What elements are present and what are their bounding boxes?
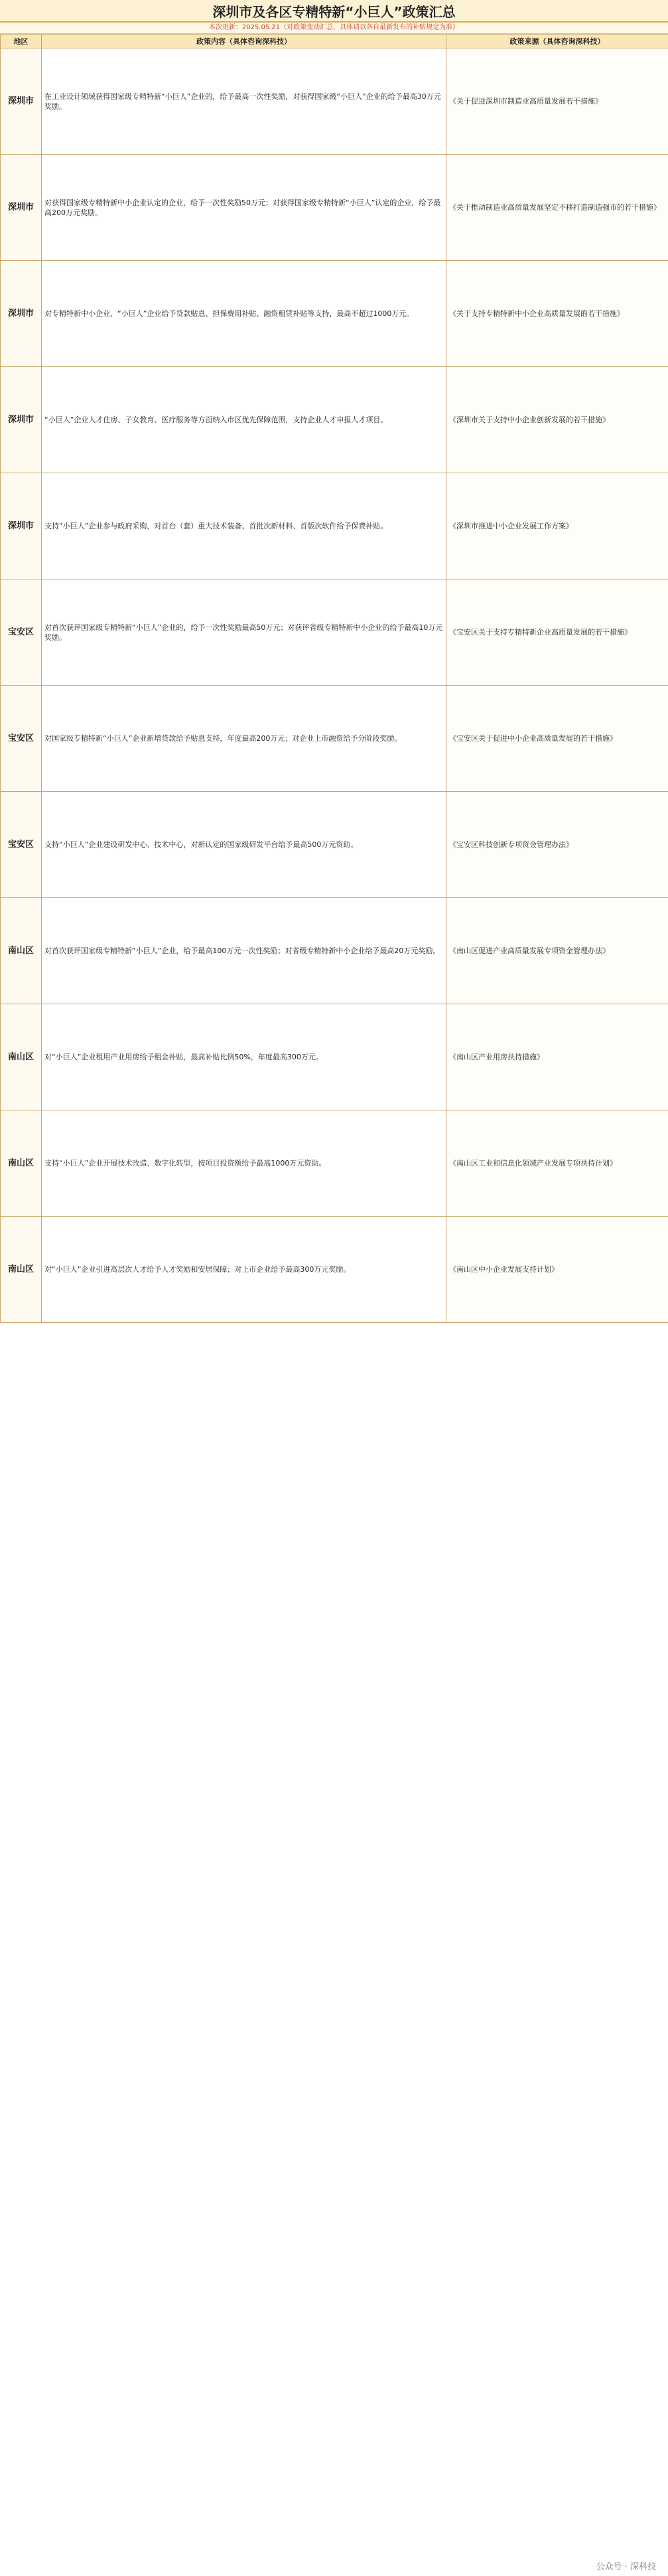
source-cell: 《南山区工业和信息化领域产业发展专项扶持计划》 bbox=[446, 1110, 668, 1217]
content-cell: 支持“小巨人”企业参与政府采购，对首台（套）重大技术装备、首批次新材料、首版次软件给予保费补贴。 bbox=[42, 473, 446, 579]
region-cell: 南山区 bbox=[1, 1004, 42, 1110]
table-row bbox=[1, 579, 668, 686]
table-row bbox=[1, 1217, 668, 1323]
table-row bbox=[1, 686, 668, 792]
region-cell: 南山区 bbox=[1, 898, 42, 1004]
source-cell: 《宝安区科技创新专项资金管理办法》 bbox=[446, 792, 668, 898]
table-row bbox=[1, 898, 668, 1004]
content-cell: 对获得国家级专精特新中小企业认定的企业，给予一次性奖励50万元；对获得国家级专精特新“小巨人”认定的企业，给予最高200万元奖励。 bbox=[42, 155, 446, 261]
content-cell: 支持“小巨人”企业开展技术改造、数字化转型，按项目投资额给予最高1000万元资助。 bbox=[42, 1110, 446, 1217]
source-cell: 《南山区中小企业发展支持计划》 bbox=[446, 1217, 668, 1323]
source-cell: 《南山区促进产业高质量发展专项资金管理办法》 bbox=[446, 898, 668, 1004]
table-row bbox=[1, 155, 668, 261]
content-cell: 对首次获评国家级专精特新“小巨人”企业，给予最高100万元一次性奖励；对省级专精特新中小企业给予最高20万元奖励。 bbox=[42, 898, 446, 1004]
region-cell: 南山区 bbox=[1, 1110, 42, 1217]
table-row bbox=[1, 473, 668, 579]
table-row bbox=[1, 1110, 668, 1217]
header-region: 地区 bbox=[1, 35, 42, 48]
page-title: 深圳市及各区专精特新“小巨人”政策汇总 bbox=[0, 0, 668, 23]
content-cell: 对“小巨人”企业租用产业用房给予租金补贴，最高补贴比例50%，年度最高300万元。 bbox=[42, 1004, 446, 1110]
region-cell: 深圳市 bbox=[1, 48, 42, 155]
content-cell: 对“小巨人”企业引进高层次人才给予人才奖励和安居保障；对上市企业给予最高300万元奖励。 bbox=[42, 1217, 446, 1323]
region-cell: 宝安区 bbox=[1, 686, 42, 792]
table-row bbox=[1, 1004, 668, 1110]
source-cell: 《宝安区关于支持专精特新企业高质量发展的若干措施》 bbox=[446, 579, 668, 686]
table-row bbox=[1, 48, 668, 155]
region-cell: 深圳市 bbox=[1, 473, 42, 579]
header-content: 政策内容（具体咨询深科技） bbox=[42, 35, 446, 48]
source-cell: 《关于支持专精特新中小企业高质量发展的若干措施》 bbox=[446, 261, 668, 367]
table-row bbox=[1, 261, 668, 367]
source-cell: 《宝安区关于促进中小企业高质量发展的若干措施》 bbox=[446, 686, 668, 792]
table-row bbox=[1, 792, 668, 898]
content-cell: “小巨人”企业人才住房、子女教育、医疗服务等方面纳入市区优先保障范围，支持企业人才申报人才项目。 bbox=[42, 367, 446, 473]
table-row bbox=[1, 367, 668, 473]
content-cell: 支持“小巨人”企业建设研发中心、技术中心，对新认定的国家级研发平台给予最高500万元资助。 bbox=[42, 792, 446, 898]
source-cell: 《关于促进深圳市制造业高质量发展若干措施》 bbox=[446, 48, 668, 155]
header-row bbox=[1, 35, 668, 48]
content-cell: 对国家级专精特新“小巨人”企业新增贷款给予贴息支持，年度最高200万元；对企业上市融资给予分阶段奖励。 bbox=[42, 686, 446, 792]
region-cell: 深圳市 bbox=[1, 261, 42, 367]
source-cell: 《深圳市关于支持中小企业创新发展的若干措施》 bbox=[446, 367, 668, 473]
watermark: 公众号 · 深科技 bbox=[596, 2562, 656, 2572]
source-cell: 《南山区产业用房扶持措施》 bbox=[446, 1004, 668, 1110]
policy-table bbox=[0, 34, 668, 1323]
source-cell: 《深圳市推进中小企业发展工作方案》 bbox=[446, 473, 668, 579]
content-cell: 在工业设计领域获得国家级专精特新“小巨人”企业的，给予最高一次性奖励，对获得国家级“小巨人”企业的给予最高30万元奖励。 bbox=[42, 48, 446, 155]
region-cell: 深圳市 bbox=[1, 367, 42, 473]
source-cell: 《关于推动制造业高质量发展坚定不移打造制造强市的若干措施》 bbox=[446, 155, 668, 261]
content-cell: 对首次获评国家级专精特新“小巨人”企业的，给予一次性奖励最高50万元；对获评省级专精特新中小企业的给予最高10万元奖励。 bbox=[42, 579, 446, 686]
content-cell: 对专精特新中小企业、“小巨人”企业给予贷款贴息、担保费用补贴、融资租赁补贴等支持，最高不超过1000万元。 bbox=[42, 261, 446, 367]
header-source: 政策来源（具体咨询深科技） bbox=[446, 35, 668, 48]
region-cell: 深圳市 bbox=[1, 155, 42, 261]
region-cell: 宝安区 bbox=[1, 579, 42, 686]
update-note: 本次更新：2025.05.21（对政策变动汇总，具体请以各自最新发布的补贴规定为准） bbox=[0, 23, 668, 34]
region-cell: 宝安区 bbox=[1, 792, 42, 898]
region-cell: 南山区 bbox=[1, 1217, 42, 1323]
